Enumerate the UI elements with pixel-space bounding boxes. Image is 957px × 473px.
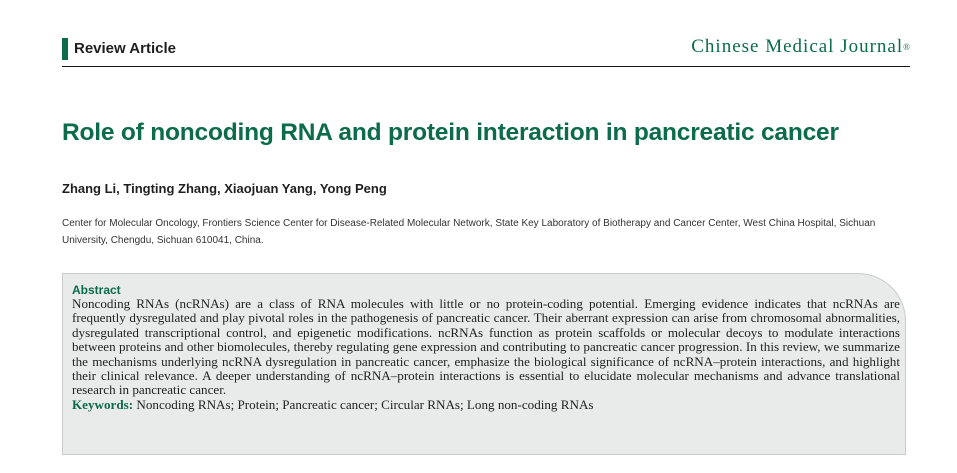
page-header — [62, 30, 910, 67]
section-label: Review Article — [62, 38, 176, 60]
author-list: Zhang Li, Tingting Zhang, Xiaojuan Yang, Yong Peng — [62, 181, 387, 196]
journal-name — [691, 30, 910, 64]
affiliation: Center for Molecular Oncology, Frontiers Science Center for Disease-Related Molecular Network, State Key Laboratory of Biotherapy and Cancer Center, West China Hospital, Sichuan University, Chengdu, Sichuan 610041, China. — [62, 218, 876, 246]
journal-reg-mark: ® — [903, 42, 910, 52]
abstract-text: Noncoding RNAs (ncRNAs) are a class of RNA molecules with little or no protein-coding potential. Emerging evidence indicates that ncRNAs are frequently dysregulated and play pivotal roles in the pathogenesis of pancreatic cancer. Their aberrant expression can arise from chromosomal abnormalities, dysregulated transcriptional control, and epigenetic modifications. ncRNAs function as protein scaffolds or molecular decoys to modulate interactions between proteins and other biomolecules, thereby regulating gene expression and contributing to pancreatic cancer progression. In this review, we summarize the mechanisms underlying ncRNA dysregulation in pancreatic cancer, emphasize the biological significance of ncRNA–protein interactions, and highlight their clinical relevance. A deeper understanding of ncRNA–protein interactions is essential to elucidate molecular mechanisms and advance translational research in pancreatic cancer. — [72, 296, 900, 398]
abstract-content — [72, 283, 900, 412]
keywords — [72, 398, 900, 412]
keywords-list: Noncoding RNAs; Protein; Pancreatic cancer; Circular RNAs; Long non-coding RNAs — [136, 396, 594, 412]
journal-name-text: Chinese Medical Journal — [691, 36, 904, 57]
abstract-heading: Abstract — [72, 283, 121, 297]
keywords-label: Keywords: — [72, 396, 134, 412]
article-title: Role of noncoding RNA and protein interaction in pancreatic cancer — [62, 119, 839, 146]
abstract-box — [62, 273, 906, 455]
